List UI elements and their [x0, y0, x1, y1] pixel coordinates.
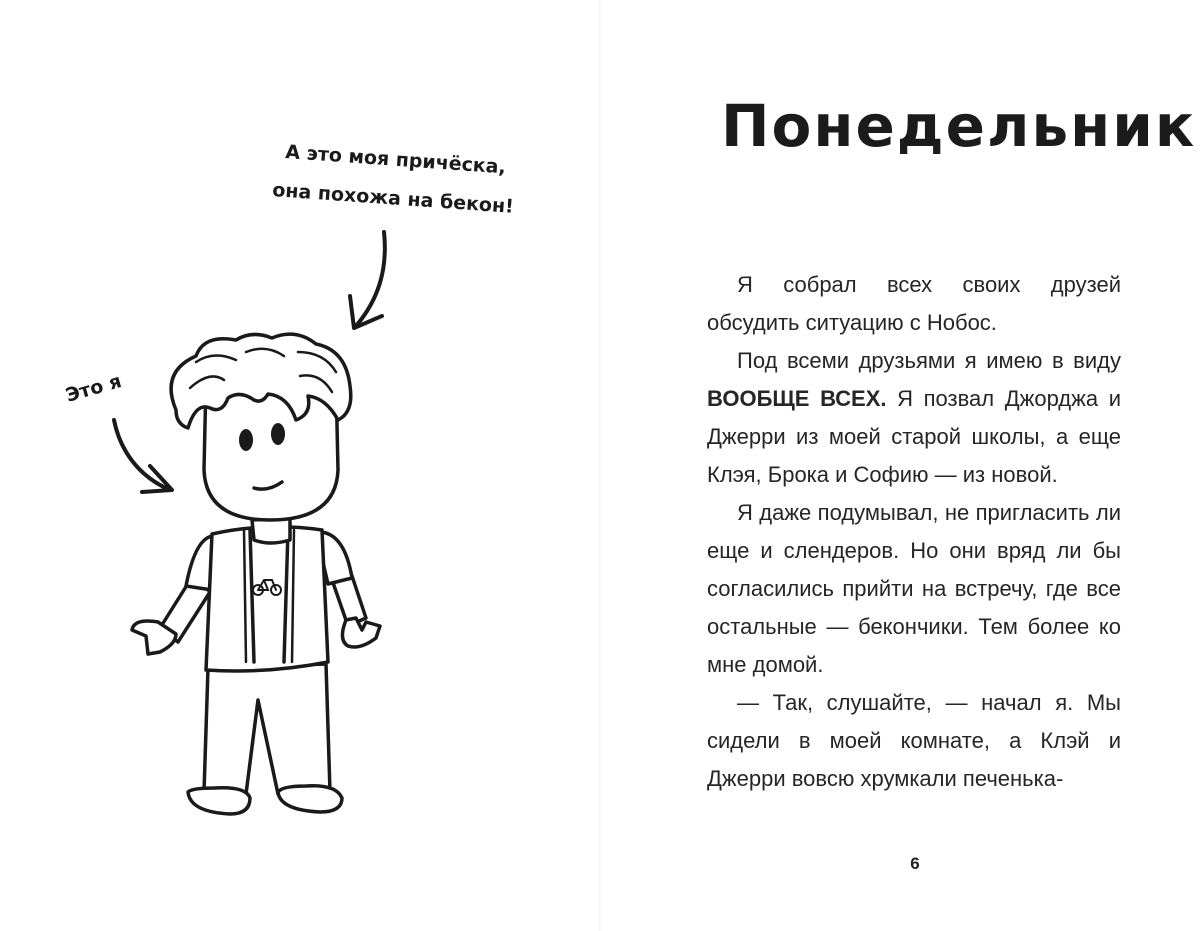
paragraph-2-before: Под всеми друзьями я имею в виду: [737, 348, 1121, 373]
page-number: 6: [910, 854, 920, 873]
arrow-to-me-icon: [114, 420, 172, 492]
callout-hair-line1: А это моя причёска,: [284, 141, 507, 179]
right-page: [601, 0, 1203, 931]
paragraph-1: Я собрал всех своих друзей обсудить ситуацию с Нобос.: [707, 272, 1121, 335]
callout-me: Это я: [63, 369, 125, 407]
paragraph-2-after: Я позвал Джорджа и Джерри из моей старой школы, а еще Клэя, Брока и Софию — из новой.: [707, 386, 1121, 487]
body-text: [707, 266, 1121, 798]
paragraph-2: [707, 342, 1121, 494]
character-figure: [132, 334, 380, 814]
paragraph-4: — Так, слушайте, — начал я. Мы сидели в моей комнате, а Клэй и Джерри вовсю хрумкали печенька-: [707, 690, 1121, 791]
paragraph-2-emphasis: ВООБЩЕ ВСЕХ.: [707, 386, 887, 411]
character-illustration: [0, 0, 599, 931]
chapter-title: Понедельник: [721, 92, 1197, 160]
paragraph-3: Я даже подумывал, не пригласить ли еще и слендеров. Но они вряд ли бы согласились прийти на встречу, где все остальные — бекончики. Тем более ко мне домой.: [707, 500, 1121, 677]
left-page: [0, 0, 599, 931]
callout-hair-line2: она похожа на бекон!: [271, 179, 515, 218]
arrow-to-hair-icon: [350, 232, 385, 328]
